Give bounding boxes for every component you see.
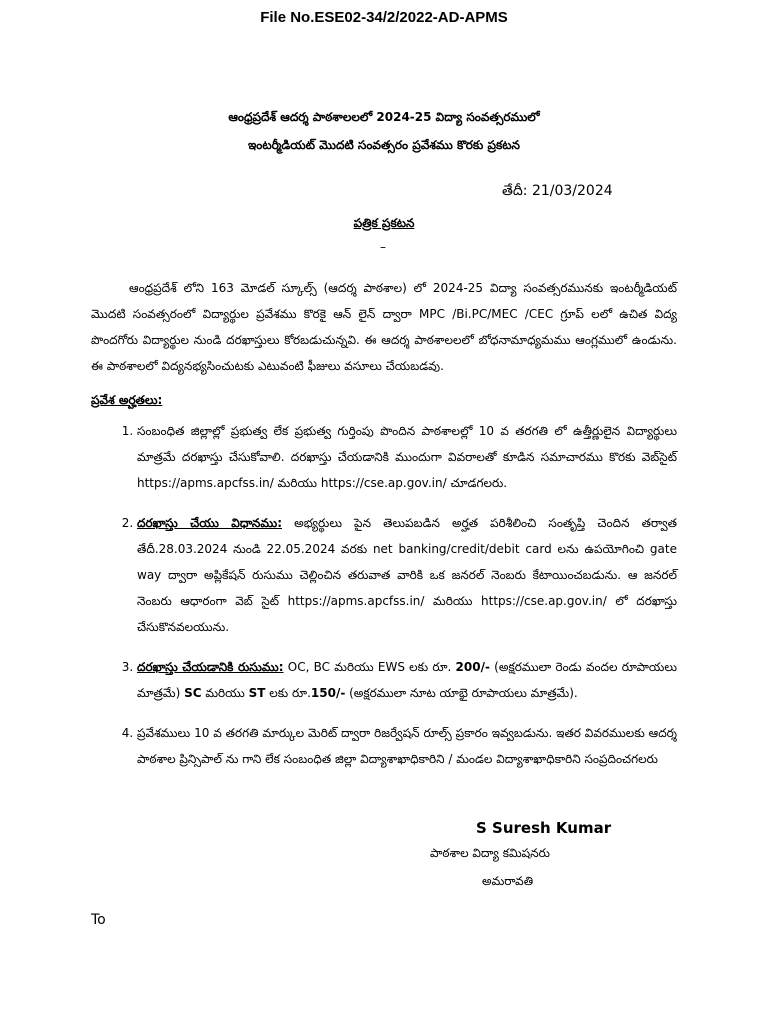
criteria-item-4-text: ప్రవేశములు 10 వ తరగతి మార్కుల మెరిట్ ద్వారా రిజర్వేషన్ రూల్స్ ప్రకారం ఇవ్వబడును. ఇతర వివరములకు ఆదర్శ పాఠశాల ప్రిన్సిపాల్ ను గాని లేక సంబంధిత జిల్లా విద్యాశాఖాధికారిని / మండల విద్యాశాఖాధికారిని సంప్రదించగలరు [137,726,677,766]
notice-title-line-1: ఆంధ్రప్రదేశ్ ఆదర్శ పాఠశాలలలో 2024-25 విద్యా సంవత్సరములో [228,110,540,124]
intro-paragraph: ఆంధ్రప్రదేశ్ లోని 163 మోడల్ స్కూల్స్ (ఆదర్శ పాఠశాల) లో 2024-25 విద్యా సంవత్సరమునకు ఇంటర్మీడియట్ మొదటి సంవత్సరంలో విద్యార్థుల ప్రవేశము కొరకై ఆన్ లైన్ ద్వారా MPC /Bi.PC/MEC /CEC గ్రూప్ లలో ఉచిత విద్య పొందగోరు విద్యార్థుల నుండి దరఖాస్తులు కోరబడుచున్నవి. ఈ ఆదర్శ పాఠశాలలలో బోధనామాధ్యమము ఆంగ్లములో ఉండును. ఈ పాఠశాలలో విద్యనభ్యసించుటకు ఎటువంటి ఫీజులు వసూలు చేయబడవు. [91,281,677,373]
signatory-place: అమరావతి [482,874,534,888]
criteria-item-1-text: సంబంధిత జిల్లాల్లో ప్రభుత్వ లేక ప్రభుత్వ గుర్తింపు పొందిన పాఠశాలల్లో 10 వ తరగతి లో ఉత్తీర్ణులైన విద్యార్థులు మాత్రమే దరఖాస్తు చేసుకోవాలి. దరఖాస్తు చేయడానికి ముందుగా వివరాలతో కూడిన సమాచారము కొరకు వెబ్‌సైట్ https://apms.apcfss.in/ మరియు https://cse.ap.gov.in/ చూడగలరు. [137,424,677,490]
signatory-name: S Suresh Kumar [476,819,612,837]
criteria-item-application-fee [137,654,677,706]
press-release-heading [0,216,768,233]
fee-text-b: (అక్షరములా రెండు వందల రూపాయలు మాత్రమే) [137,660,677,700]
notice-date: తేదీ: 21/03/2024 [502,183,613,199]
signatory-designation: పాఠశాల విద్యా కమిషనరు [430,846,550,860]
admission-criteria-heading: ప్రవేశ అర్హతలు: [91,393,163,407]
fee-text-c: మరియు [201,686,249,700]
press-release-label: పత్రిక ప్రకటన [353,216,415,230]
criteria-item-application-procedure [137,510,677,640]
category-st: ST [248,686,266,700]
criteria-list [91,418,677,786]
criteria-item-2-label: దరఖాస్తు చేయు విధానము: [137,516,283,530]
category-sc: SC [184,686,202,700]
fee-text-a: OC, BC మరియు EWS లకు రూ. [283,660,456,674]
fee-amount-general: 200/- [455,660,490,674]
separator-dash: – [380,240,386,254]
recipient-to-label: To [91,912,106,928]
criteria-item-3-label: దరఖాస్తు చేయడానికి రుసుము: [137,660,284,674]
criteria-item-eligibility [137,418,677,496]
criteria-item-2-text: అభ్యర్థులు పైన తెలుపబడిన అర్హత పరిశీలించి సంతృప్తి చెందిన తర్వాత తేదీ.28.03.2024 నుండి 22.05.2024 వరకు net banking/credit/debit card లను ఉపయోగించి gate way ద్వారా అప్లికేషన్ రుసుము చెల్లించిన తరువాత వారికి ఒక జనరల్ నెంబరు కేటాయించబడును. ఆ జనరల్ నెంబరు ఆధారంగా వెబ్ సైట్ https://apms.apcfss.in/ మరియు https://cse.ap.gov.in/ లో దరఖాస్తు చేసుకొనవలయును. [137,516,677,634]
notice-title-line-2: ఇంటర్మీడియట్ మొదటి సంవత్సరం ప్రవేశము కొరకు ప్రకటన [248,138,520,152]
fee-amount-reserved: 150/- [310,686,346,700]
fee-text-d: లకు రూ. [265,686,311,700]
fee-text-e: (అక్షరములా నూట యాభై రూపాయలు మాత్రమే). [345,686,578,700]
file-number: File No.ESE02-34/2/2022-AD-APMS [260,9,508,26]
criteria-item-merit [137,720,677,772]
